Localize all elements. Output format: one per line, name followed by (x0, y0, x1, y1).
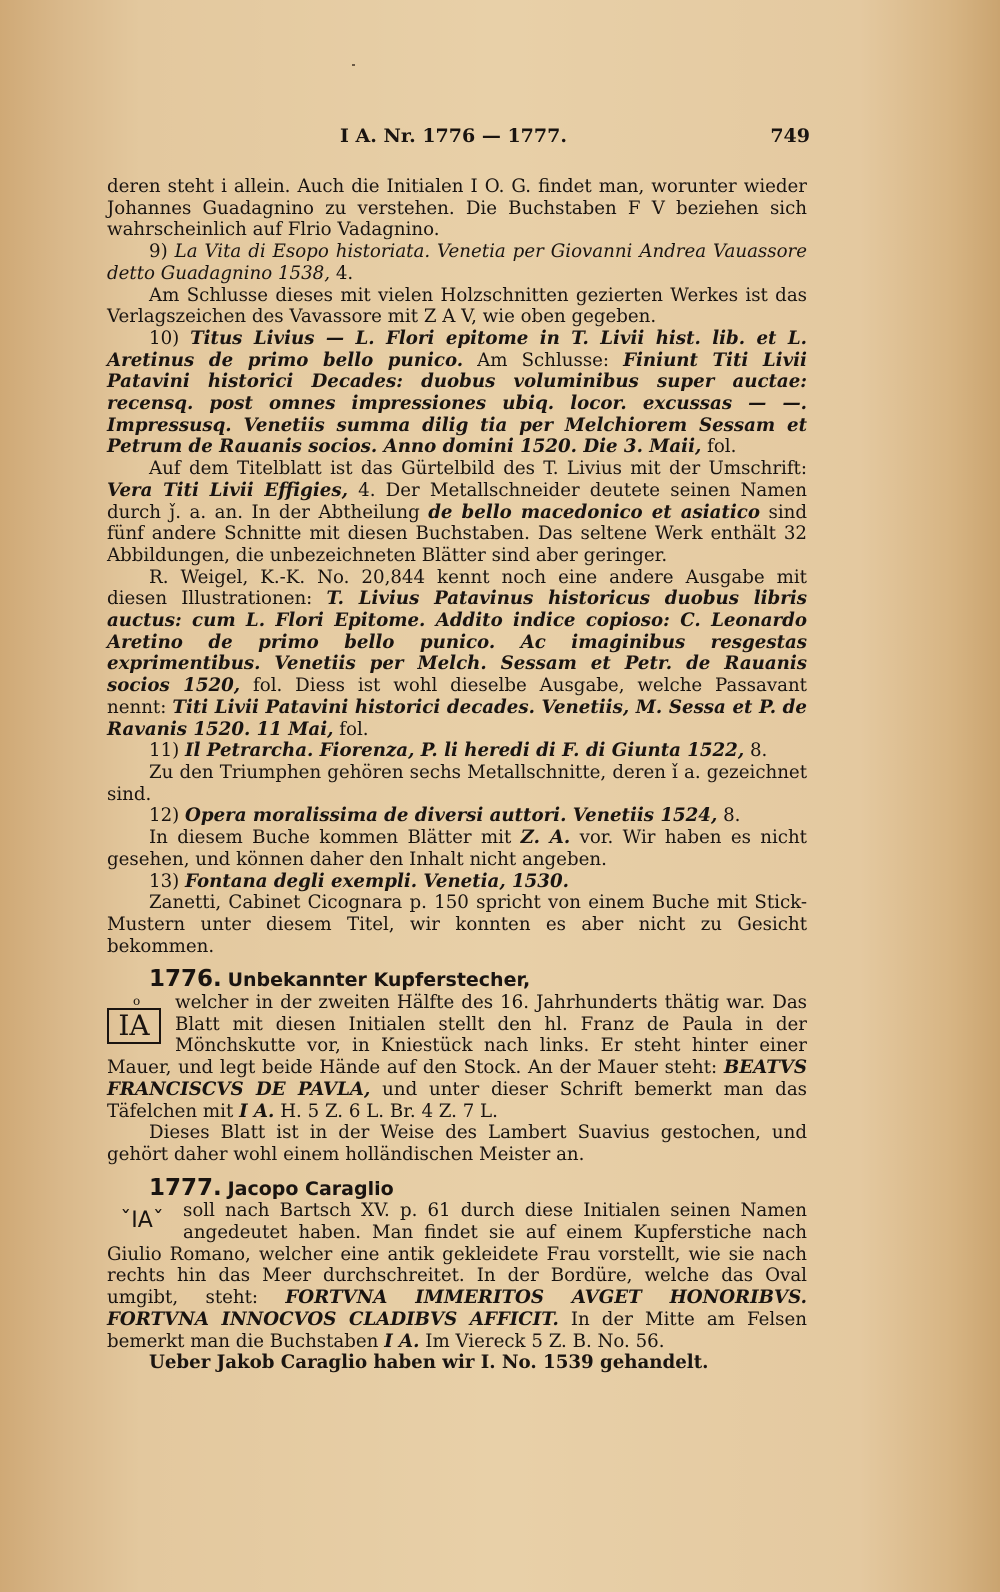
note-title: Z. A. (520, 827, 571, 849)
artist-name: Unbekannter Kupferstecher, (227, 969, 531, 992)
item-10-note-1 (107, 458, 807, 567)
entry-text: welcher in der zweiten Hälfte des 16. Jahrhunderts thätig war. Das Blatt mit diesen Initialen stellt den hl. Franz de Paula in der Mönchskutte vor, in Kniestück nach links. Er steht hinter einer Mauer, und legt beide Hände auf den Stock. An der Mauer steht: (107, 992, 807, 1079)
entry-1776-head (107, 966, 807, 993)
note-title: Titi Livii Patavini historici decades. Venetiis, M. Sessa et P. de Ravanis 1520. 11 Mai, (107, 696, 807, 740)
item-12-number: 12) (149, 805, 180, 827)
entry-text: soll nach Bartsch XV. p. 61 durch diese Initialen seinen Namen angedeutet haben. Man findet sie auf einem Kupferstiche nach Giulio Romano, welcher eine antik gekleidete Frau vorstellt, wie sie nach rechts hin das Meer durchschreitet. In der Bordüre, welche das Oval umgibt, steht: (107, 1200, 807, 1309)
item-10-colophon: Finiunt Titi Livii Patavini historici Decades: duobus voluminibus super auctae: recensq. post omnes impressiones ubiq. locor. excussas — —. Impressusq. Venetiis summa dilig tia per Melchiorem Sessam et Petrum de Rauanis socios. Anno domini 1520. Die 3. Maii, (107, 349, 807, 458)
initials: I A. (384, 1330, 420, 1352)
entry-number: 1777. (149, 1174, 222, 1201)
item-11-title: Il Petrarcha. Fiorenza, P. li heredi di F. di Giunta 1522, (185, 740, 745, 762)
entry-number: 1776. (149, 966, 222, 993)
entry-text: Im Viereck 5 Z. B. No. 56. (425, 1330, 665, 1352)
item-10-title: Titus Livius — L. Flori epitome in T. Livii hist. lib. et L. Aretinus de primo bello punico. (107, 327, 807, 371)
item-12-note (107, 827, 807, 870)
page-mark (352, 64, 355, 66)
item-10-number: 10) (149, 327, 180, 349)
inscription: FORTVNA IMMERITOS AVGET HONORIBVS. FORTVNA INNOCVOS CLADIBVS AFFICIT. (107, 1287, 807, 1330)
item-10-note-2 (107, 567, 807, 741)
dimensions: H. 5 Z. 6 L. Br. 4 Z. 7 L. (280, 1100, 498, 1122)
item-12-title: Opera moralissima de diversi auttori. Venetiis 1524, (185, 805, 718, 827)
item-9 (107, 241, 807, 284)
item-12-format: 8. (723, 805, 741, 827)
item-9-note: Am Schlusse dieses mit vielen Holzschnitten gezierten Werkes ist das Verlagszeichen des Vavassore mit Z A V, wie oben gegeben. (107, 284, 807, 328)
artist-name: Jacopo Caraglio (227, 1177, 394, 1200)
note-text: fol. (339, 718, 369, 740)
book-page (107, 125, 810, 1374)
entry-1777-text (107, 1200, 807, 1352)
entry-text: und unter dieser Schrift bemerkt man das Täfelchen mit (107, 1078, 807, 1122)
monogram-ia-boxed (107, 992, 167, 1054)
item-13 (107, 871, 807, 893)
note-text: In diesem Buche kommen Blätter mit (149, 827, 512, 849)
entry-1776-note: Dieses Blatt ist in der Weise des Lambert Suavius gestochen, und gehört daher wohl einem holländischen Meister an. (107, 1122, 807, 1165)
entry-1777-head (107, 1174, 807, 1201)
item-11-note: Zu den Triumphen gehören sechs Metallschnitte, deren ǐ a. gezeichnet sind. (107, 761, 807, 805)
item-11-format: 8. (749, 740, 768, 762)
entry-1776-text (107, 992, 807, 1122)
item-11 (107, 740, 807, 762)
note-text: 4. Der Metallschneider deutete seinen Namen durch ǰ. a. an. In der Abtheilung (107, 479, 807, 523)
entry-text: In der Mitte am Felsen bemerkt man die Buchstaben (107, 1308, 807, 1352)
item-10-lead: Am Schlusse: (477, 349, 610, 371)
closing-line: Ueber Jakob Caraglio haben wir I. No. 1539 gehandelt. (149, 1352, 709, 1374)
monogram-mark: o (133, 994, 141, 1009)
item-12 (107, 805, 807, 827)
monogram-letters: IA (107, 1008, 161, 1044)
page-number: 749 (770, 125, 810, 147)
continued-paragraph: deren steht i allein. Auch die Initialen I O. G. findet man, worunter wieder Johannes Guadagnino zu verstehen. Die Buchstaben F V beziehen sich wahrscheinlich auf Flrio Vadagnino. (107, 176, 807, 241)
note-title: T. Livius Patavinus historicus duobus libris auctus: cum L. Flori Epitome. Addito indice copioso: C. Leonardo Aretino de primo bello punico. Ac imaginibus resgestas exprimentibus. Venetiis per Melch. Sessam et Petr. de Rauanis socios 1520, (107, 588, 807, 697)
item-13-title: Fontana degli exempli. Venetia, 1530. (185, 870, 569, 892)
item-9-title: La Vita di Esopo historiata. Venetia per Giovanni Andrea Vauassore detto Guadagnino 1538, (107, 241, 807, 284)
entry-1777 (107, 1174, 807, 1374)
item-10-format: fol. (707, 436, 737, 458)
header-section: I A. Nr. 1776 — 1777. (340, 125, 567, 147)
item-13-number: 13) (149, 870, 180, 892)
item-9-format: 4. (335, 262, 354, 284)
note-title: Vera Titi Livii Effigies, (107, 479, 348, 501)
note-text: vor. Wir haben es nicht gesehen, und können daher den Inhalt nicht angeben. (107, 827, 807, 870)
note-text: fol. Diess ist wohl dieselbe Ausgabe, welche Passavant nennt: (107, 675, 807, 718)
note-text: sind fünf andere Schnitte mit diesen Buchstaben. Das seltene Werk enthält 32 Abbildungen, die unbezeichneten Blätter sind aber geringer. (107, 501, 807, 566)
running-header (107, 125, 810, 156)
note-text: R. Weigel, K.-K. No. 20,844 kennt noch eine andere Ausgabe mit diesen Illustrationen: (107, 566, 807, 610)
item-11-number: 11) (149, 740, 180, 762)
initials: I A. (239, 1100, 275, 1122)
monogram-ia: ˇIAˇ (120, 1208, 164, 1234)
item-13-note: Zanetti, Cabinet Cicognara p. 150 spricht von einem Buche mit Stick-Mustern unter diesem Titel, wir konnten es aber nicht zu Gesicht bekommen. (107, 892, 807, 957)
note-text: Auf dem Titelblatt ist das Gürtelbild des T. Livius mit der Umschrift: (149, 458, 807, 480)
item-9-number: 9) (149, 241, 168, 263)
item-10 (107, 328, 807, 458)
note-title: de bello macedonico et asiatico (428, 501, 760, 523)
inscription: BEATVS FRANCISCVS DE PAVLA, (107, 1057, 807, 1100)
entry-1776 (107, 966, 807, 1165)
